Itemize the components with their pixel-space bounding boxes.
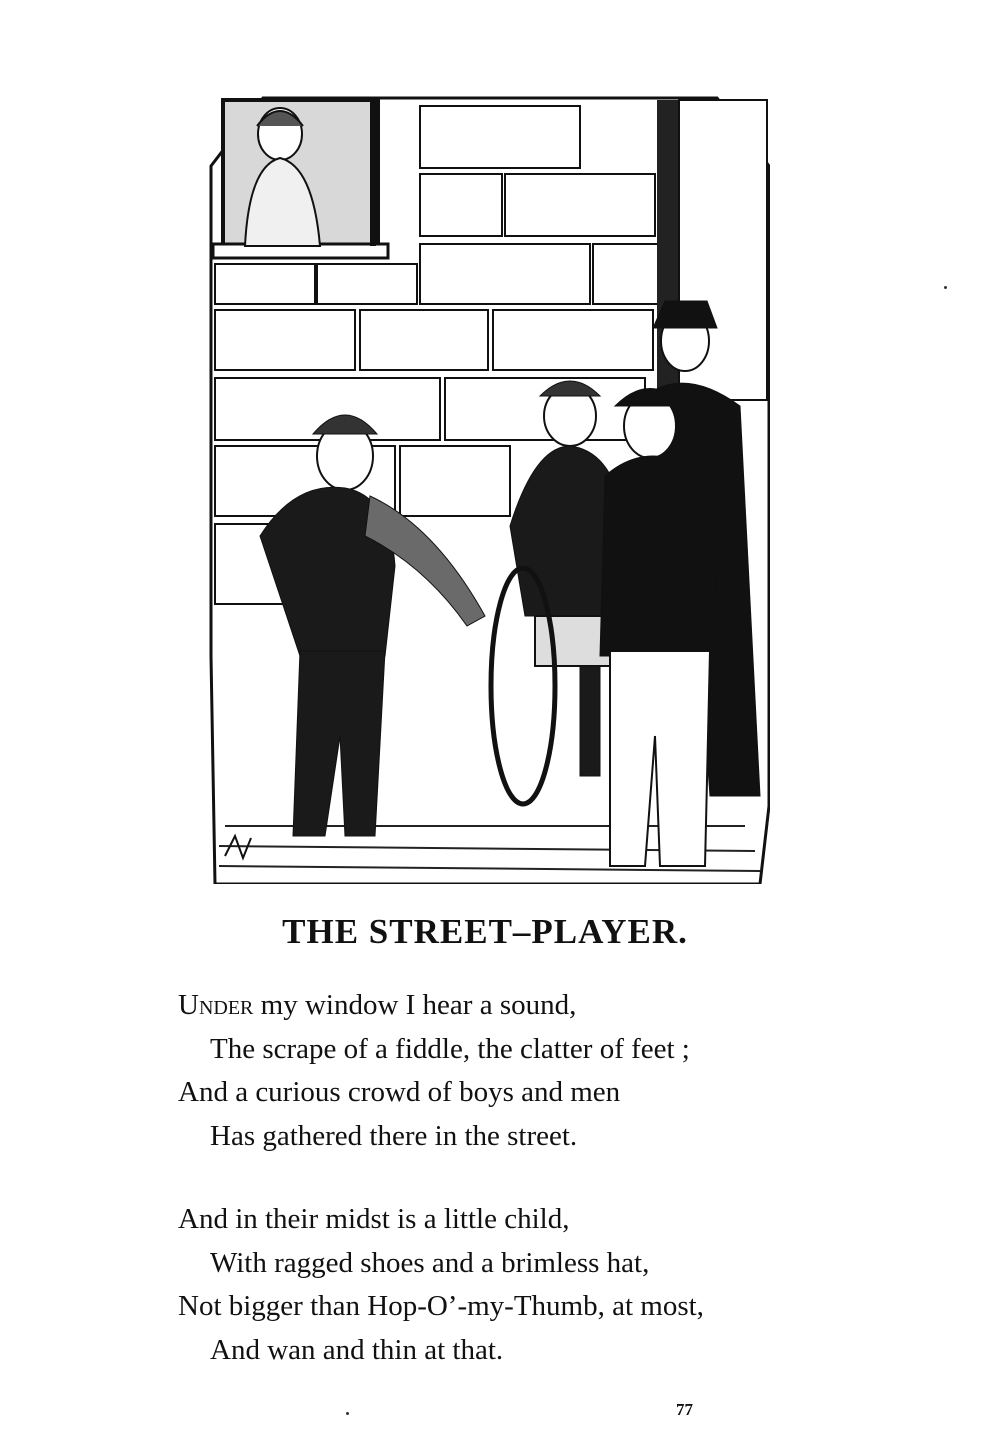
- street-player-illustration: [205, 96, 770, 884]
- drop-word: Under: [178, 989, 254, 1021]
- page-number: 77: [676, 1400, 693, 1419]
- poem-line: And in their midst is a little child,: [178, 1203, 570, 1235]
- poem-line: [178, 984, 878, 1028]
- speck: [944, 286, 947, 289]
- poem-line: Not bigger than Hop-O’-my-Thumb, at most,: [178, 1290, 704, 1322]
- stanza-1: [178, 984, 878, 1158]
- poem-line: With ragged shoes and a brimless hat,: [210, 1246, 650, 1279]
- line-text: my window I hear a sound,: [253, 989, 577, 1021]
- stanza-2: [178, 1198, 878, 1372]
- speck: [346, 1412, 349, 1415]
- poem-line: The scrape of a fiddle, the clatter of feet ;: [210, 1032, 690, 1065]
- poem-line: And wan and thin at that.: [210, 1333, 504, 1366]
- street-player-engraving-icon: [205, 96, 770, 884]
- poem-line: Has gathered there in the street.: [210, 1119, 578, 1152]
- poem-body: [178, 984, 878, 1412]
- poem-line: And a curious crowd of boys and men: [178, 1076, 621, 1108]
- poem-title: THE STREET–PLAYER.: [282, 912, 688, 951]
